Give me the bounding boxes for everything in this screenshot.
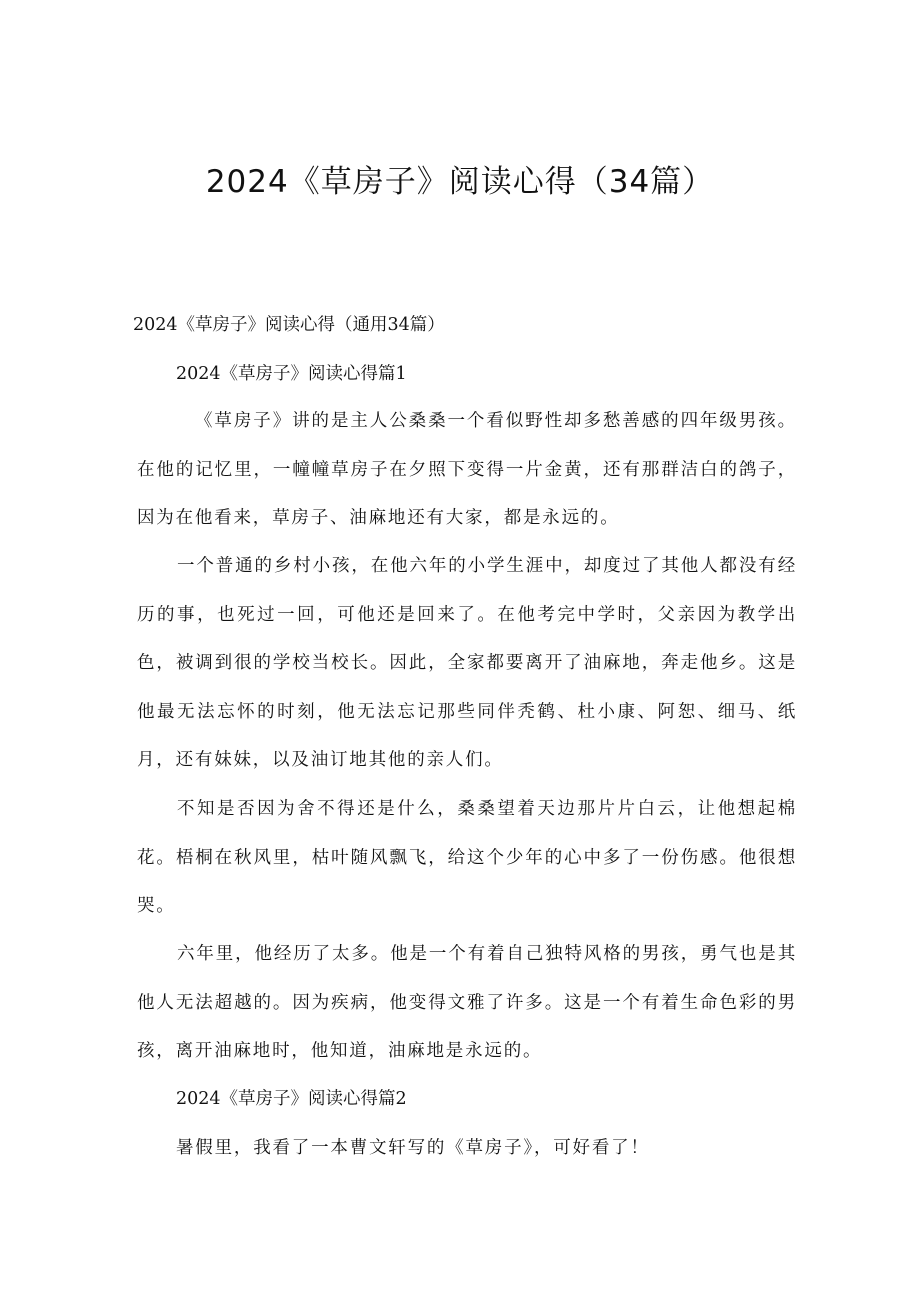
paragraph: 暑假里，我看了一本曹文轩写的《草房子》，可好看了！ xyxy=(176,1138,650,1158)
section-heading-2: 2024《草房子》阅读心得篇2 xyxy=(176,1089,407,1109)
paragraph: 一个普通的乡村小孩，在他六年的小学生涯中，却度过了其他人都没有经历的事，也死过一回，可他还是回来了。在他考完中学时，父亲因为教学出色，被调到很的学校当校长。因此，全家都要离开了油麻地，奔走他乡。这是他最无法忘怀的时刻，他无法忘记那些同伴秃鹤、杜小康、阿恕、细马、纸月，还有妹妹，以及油订地其他的亲人们。 xyxy=(137,556,797,770)
paragraph: 不知是否因为舍不得还是什么，桑桑望着天边那片片白云，让他想起棉花。梧桐在秋风里，枯叶随风飘飞，给这个少年的心中多了一份伤感。他很想哭。 xyxy=(137,799,797,916)
paragraph: 六年里，他经历了太多。他是一个有着自己独特风格的男孩，勇气也是其他人无法超越的。因为疾病，他变得文雅了许多。这是一个有着生命色彩的男孩，离开油麻地时，他知道，油麻地是永远的。 xyxy=(137,944,797,1061)
section-heading-1: 2024《草房子》阅读心得篇1 xyxy=(176,364,407,384)
document-title: 2024《草房子》阅读心得（34篇） xyxy=(205,164,715,200)
document-subtitle: 2024《草房子》阅读心得（通用34篇） xyxy=(133,315,445,335)
paragraph: 《草房子》讲的是主人公桑桑一个看似野性却多愁善感的四年级男孩。在他的记忆里，一幢幢草房子在夕照下变得一片金黄，还有那群洁白的鸽子，因为在他看来，草房子、油麻地还有大家，都是永远的。 xyxy=(137,411,797,528)
